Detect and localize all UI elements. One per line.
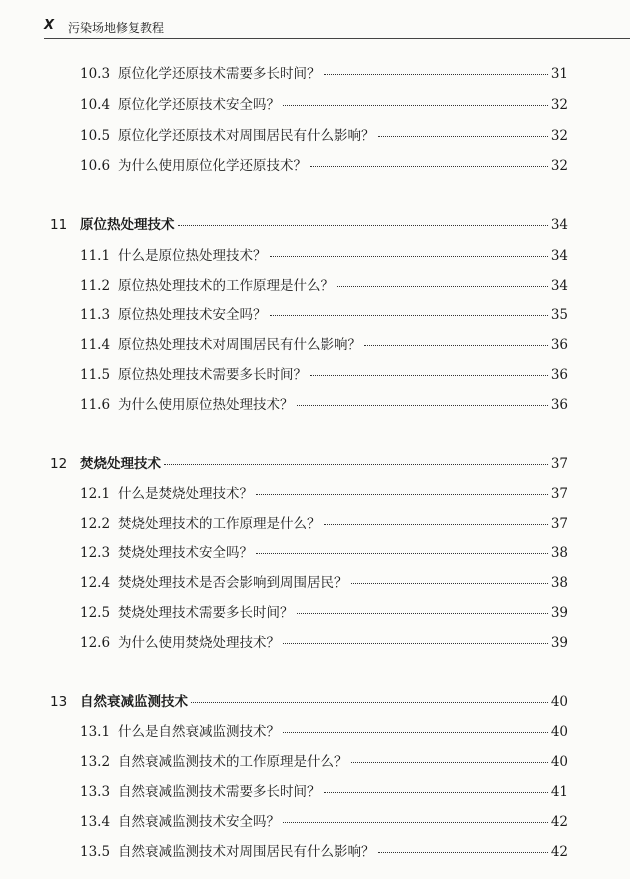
dot-leader [283,732,548,733]
dot-leader [337,286,548,287]
entry-title: 原位热处理技术 [80,217,175,233]
toc-section-entry[interactable] [80,482,568,502]
entry-page-number: 40 [550,694,568,710]
toc-chapter-entry[interactable] [50,690,568,710]
entry-number: 12.5 [80,605,111,621]
toc-chapter-entry[interactable] [50,213,568,233]
entry-page-number: 32 [550,128,568,144]
running-header [44,12,630,39]
entry-number: 13.3 [80,784,111,800]
entry-title: 自然衰减监测技术对周围居民有什么影响？ [118,844,375,860]
entry-title: 什么是自然衰减监测技术？ [118,724,280,740]
toc-section-entry[interactable] [80,631,568,651]
entry-number: 11.2 [80,278,111,294]
toc-chapter-entry[interactable] [50,452,568,472]
entry-title: 原位化学还原技术需要多长时间？ [118,66,321,82]
entry-title: 自然衰减监测技术 [80,694,188,710]
entry-page-number: 32 [550,97,568,113]
toc-section-entry[interactable] [80,810,568,830]
entry-page-number: 42 [550,814,568,830]
entry-title: 原位热处理技术对周围居民有什么影响？ [118,337,361,353]
entry-number: 10.5 [80,128,111,144]
entry-title: 自然衰减监测技术的工作原理是什么？ [118,754,348,770]
toc-section-entry[interactable] [80,244,568,264]
entry-page-number: 39 [550,605,568,621]
toc-section-entry[interactable] [80,840,568,860]
entry-number: 11.6 [80,397,111,413]
toc-section-entry[interactable] [80,363,568,383]
entry-title: 原位热处理技术的工作原理是什么？ [118,278,334,294]
entry-number: 11.3 [80,307,111,323]
entry-title: 自然衰减监测技术需要多长时间？ [118,784,321,800]
toc-section-entry[interactable] [80,512,568,532]
toc-section-entry[interactable] [80,393,568,413]
entry-title: 为什么使用原位化学还原技术？ [118,158,307,174]
toc-section-entry[interactable] [80,124,568,144]
dot-leader [270,256,548,257]
entry-number: 10.4 [80,97,111,113]
toc-section-entry[interactable] [80,93,568,113]
entry-page-number: 32 [550,158,568,174]
entry-title: 原位热处理技术需要多长时间？ [118,367,307,383]
entry-page-number: 34 [550,278,568,294]
entry-page-number: 39 [550,635,568,651]
toc-section-entry[interactable] [80,720,568,740]
dot-leader [191,702,548,703]
dot-leader [283,105,548,106]
entry-number: 10.6 [80,158,111,174]
entry-number: 11.4 [80,337,111,353]
dot-leader [283,822,548,823]
dot-leader [378,136,548,137]
entry-page-number: 36 [550,397,568,413]
entry-number: 11.1 [80,248,111,264]
entry-title: 什么是焚烧处理技术？ [118,486,253,502]
entry-title: 原位化学还原技术对周围居民有什么影响？ [118,128,375,144]
entry-title: 原位化学还原技术安全吗？ [118,97,280,113]
entry-number: 10.3 [80,66,111,82]
entry-number: 13.5 [80,844,111,860]
dot-leader [351,583,548,584]
header-page-number: X [44,18,55,33]
entry-number: 11 [50,217,68,233]
entry-page-number: 36 [550,367,568,383]
entry-page-number: 31 [550,66,568,82]
dot-leader [324,792,548,793]
entry-page-number: 40 [550,724,568,740]
entry-number: 11.5 [80,367,111,383]
entry-title: 焚烧处理技术是否会影响到周围居民？ [118,575,348,591]
entry-number: 12.3 [80,545,111,561]
entry-number: 13.4 [80,814,111,830]
header-book-title: 污染场地修复教程 [68,21,165,35]
toc-section-entry[interactable] [80,154,568,174]
entry-page-number: 37 [550,486,568,502]
entry-page-number: 41 [550,784,568,800]
toc-section-entry[interactable] [80,62,568,82]
toc-section-entry[interactable] [80,571,568,591]
dot-leader [351,762,548,763]
entry-page-number: 34 [550,248,568,264]
dot-leader [256,494,548,495]
dot-leader [178,225,548,226]
toc-section-entry[interactable] [80,303,568,323]
dot-leader [324,524,548,525]
dot-leader [310,375,548,376]
dot-leader [256,553,548,554]
entry-title: 焚烧处理技术需要多长时间？ [118,605,294,621]
dot-leader [310,166,548,167]
dot-leader [297,613,548,614]
toc-section-entry[interactable] [80,601,568,621]
dot-leader [364,345,548,346]
dot-leader [297,405,548,406]
entry-page-number: 38 [550,545,568,561]
entry-page-number: 38 [550,575,568,591]
entry-page-number: 37 [550,516,568,532]
entry-title: 为什么使用焚烧处理技术？ [118,635,280,651]
entry-title: 为什么使用原位热处理技术？ [118,397,294,413]
entry-title: 自然衰减监测技术安全吗？ [118,814,280,830]
dot-leader [283,643,548,644]
entry-page-number: 37 [550,456,568,472]
entry-number: 13.2 [80,754,111,770]
toc-section-entry[interactable] [80,780,568,800]
entry-number: 12.2 [80,516,111,532]
entry-page-number: 36 [550,337,568,353]
dot-leader [270,315,548,316]
entry-number: 12.1 [80,486,111,502]
entry-title: 焚烧处理技术的工作原理是什么？ [118,516,321,532]
toc-section-entry[interactable] [80,333,568,353]
entry-number: 12 [50,456,68,472]
entry-page-number: 42 [550,844,568,860]
entry-number: 12.4 [80,575,111,591]
entry-page-number: 40 [550,754,568,770]
toc-section-entry[interactable] [80,274,568,294]
entry-number: 13.1 [80,724,111,740]
entry-title: 焚烧处理技术安全吗？ [118,545,253,561]
toc-section-entry[interactable] [80,541,568,561]
entry-number: 13 [50,694,68,710]
entry-page-number: 34 [550,217,568,233]
entry-number: 12.6 [80,635,111,651]
dot-leader [324,74,548,75]
entry-title: 什么是原位热处理技术？ [118,248,267,264]
dot-leader [164,464,548,465]
toc-section-entry[interactable] [80,750,568,770]
entry-page-number: 35 [550,307,568,323]
entry-title: 焚烧处理技术 [80,456,161,472]
dot-leader [378,852,548,853]
entry-title: 原位热处理技术安全吗？ [118,307,267,323]
